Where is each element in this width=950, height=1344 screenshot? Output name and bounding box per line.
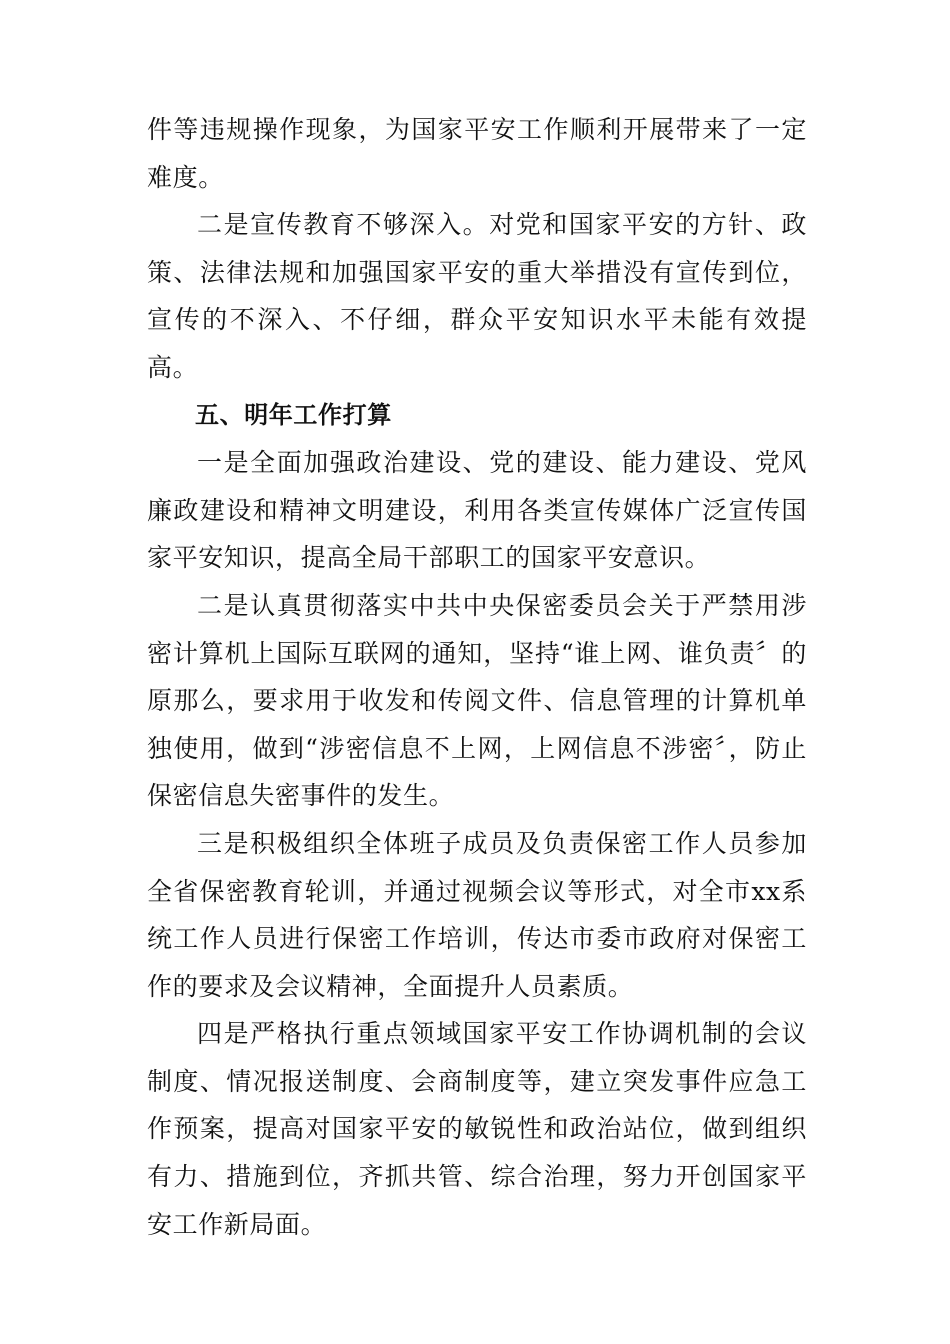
paragraph-publicity-issue: 二是宣传教育不够深入。对党和国家平安的方针、政策、法律法规和加强国家平安的重大举措没有宣传到位，宣传的不深入、不仔细，群众平安知识水平未能有效提高。 <box>147 210 807 382</box>
paragraph-plan-three: 三是积极组织全体班子成员及负责保密工作人员参加全省保密教育轮训，并通过视频会议等形式，对全市xx系统工作人员进行保密工作培训，传达市委市政府对保密工作的要求及会议精神，全面提升人员素质。 <box>147 828 807 1001</box>
document-body <box>147 106 807 1248</box>
section-heading-next-year-plan: 五、明年工作打算 <box>195 400 392 429</box>
paragraph-plan-one: 一是全面加强政治建设、党的建设、能力建设、党风廉政建设和精神文明建设，利用各类宣传媒体广泛宣传国家平安知识，提高全局干部职工的国家平安意识。 <box>147 448 807 573</box>
paragraph-plan-two: 二是认真贯彻落实中共中央保密委员会关于严禁用涉密计算机上国际互联网的通知，坚持“谁上网、谁负责〞的原那么，要求用于收发和传阅文件、信息管理的计算机单独使用，做到“涉密信息不上网，上网信息不涉密〞，防止保密信息失密事件的发生。 <box>147 590 807 811</box>
paragraph-continuation: 件等违规操作现象，为国家平安工作顺利开展带来了一定难度。 <box>147 115 807 192</box>
paragraph-plan-four: 四是严格执行重点领域国家平安工作协调机制的会议制度、情况报送制度、会商制度等，建立突发事件应急工作预案，提高对国家平安的敏锐性和政治站位，做到组织有力、措施到位，齐抓共管、综合治理，努力开创国家平安工作新局面。 <box>147 1019 807 1239</box>
